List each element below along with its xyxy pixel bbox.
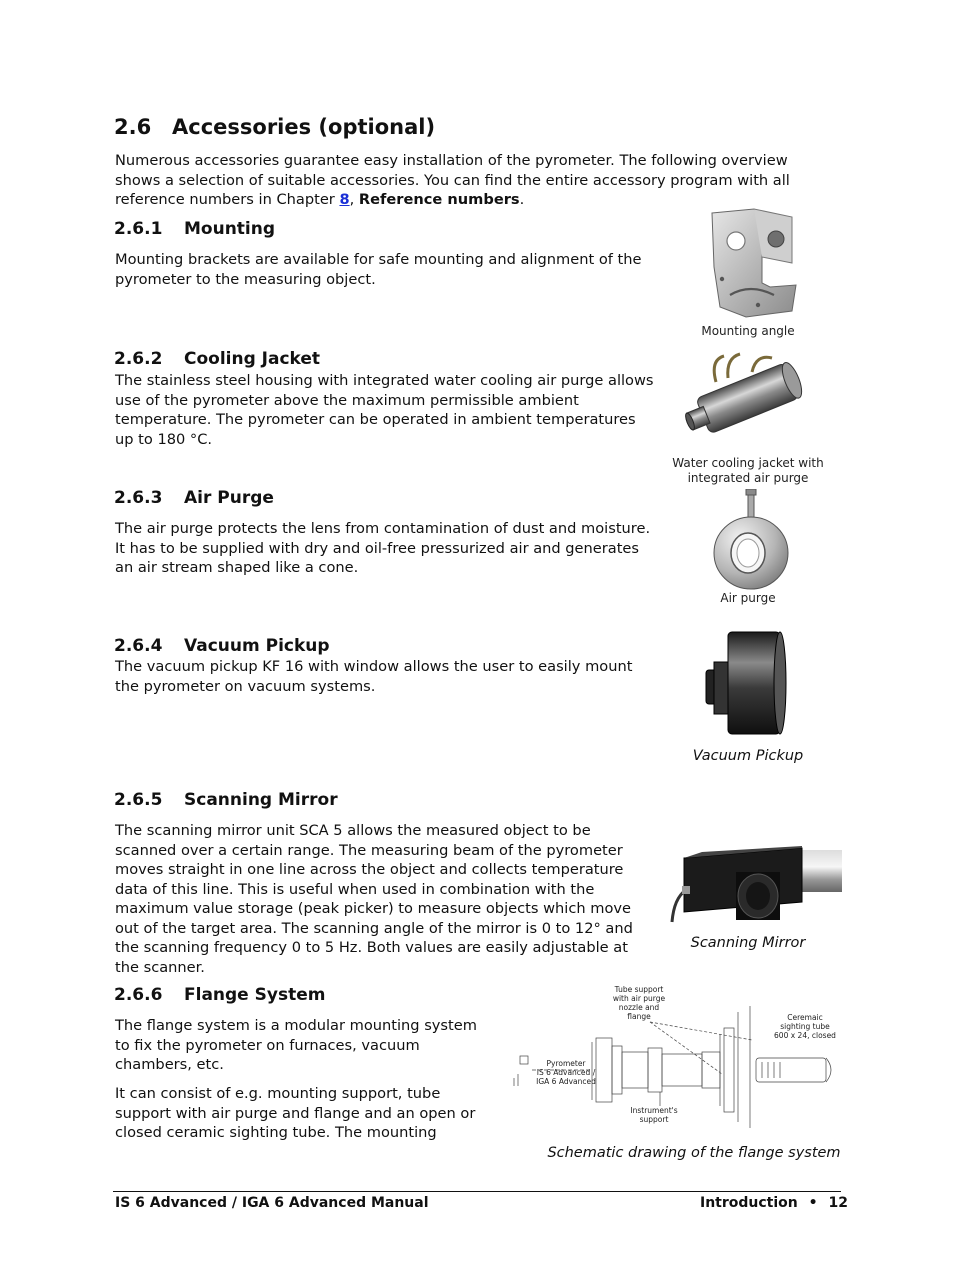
- mounting-heading: [114, 219, 275, 239]
- flange-heading: [114, 985, 325, 1005]
- label-ceramic-1: Ceremaic: [787, 1013, 823, 1022]
- chapter-link[interactable]: 8: [339, 191, 350, 208]
- flange-schematic-diagram: [512, 982, 844, 1128]
- flange-text-2: It can consist of e.g. mounting support, tube support with air purge and flange and an open or closed ceramic sighting tube. The mounting: [115, 1085, 476, 1141]
- footer-manual-title: IS 6 Advanced / IGA 6 Advanced Manual: [115, 1195, 429, 1211]
- scanning-caption: Scanning Mirror: [690, 935, 806, 951]
- intro-separator: ,: [349, 191, 359, 208]
- scanning-title: Scanning Mirror: [184, 790, 338, 810]
- label-pyrometer-1: Pyrometer: [546, 1059, 586, 1068]
- footer-page-number: 12: [828, 1195, 848, 1211]
- cooling-jacket-image: [682, 352, 810, 442]
- flange-text-1: The flange system is a modular mounting system to fix the pyrometer on furnaces, vacuum chambers, etc.: [115, 1017, 477, 1073]
- cooling-caption-line1: Water cooling jacket with: [672, 456, 824, 470]
- label-instrument-2: support: [639, 1115, 669, 1124]
- section-heading: [114, 115, 435, 139]
- air-purge-image: [712, 489, 792, 593]
- footer-bullet: •: [808, 1195, 818, 1211]
- flange-number: 2.6.6: [114, 985, 163, 1005]
- label-pyrometer-2: IS 6 Advanced /: [536, 1068, 596, 1077]
- cooling-title: Cooling Jacket: [184, 349, 321, 369]
- footer-page-info: [700, 1195, 848, 1211]
- label-ceramic-3: 600 x 24, closed: [774, 1031, 836, 1040]
- vacuum-text: The vacuum pickup KF 16 with window allows the user to easily mount the pyrometer on vacuum systems.: [115, 658, 633, 695]
- vacuum-heading: [114, 636, 330, 656]
- airpurge-caption: Air purge: [720, 591, 776, 605]
- scanning-number: 2.6.5: [114, 790, 163, 810]
- label-pyrometer-3: IGA 6 Advanced: [536, 1077, 596, 1086]
- cooling-text: The stainless steel housing with integrated water cooling air purge allows use of the pyrometer above the maximum permissible ambient temperature. The pyrometer can be operated in ambient temperatures up to 180 °C.: [115, 372, 654, 448]
- cooling-number: 2.6.2: [114, 349, 163, 369]
- vacuum-title: Vacuum Pickup: [184, 636, 330, 656]
- label-tube-support-2: with air purge: [612, 994, 666, 1003]
- section-number: 2.6: [114, 115, 152, 139]
- mounting-text: Mounting brackets are available for safe mounting and alignment of the pyrometer to the measuring object.: [115, 251, 642, 288]
- mounting-angle-image: [700, 207, 800, 319]
- airpurge-heading: [114, 488, 274, 508]
- label-tube-support-3: nozzle and: [618, 1003, 660, 1012]
- label-tube-support-4: flange: [627, 1012, 651, 1021]
- airpurge-text: The air purge protects the lens from contamination of dust and moisture. It has to be supplied with dry and oil-free pressurized air and generates an air stream shaped like a cone.: [115, 520, 651, 576]
- cooling-caption-line2: integrated air purge: [687, 471, 809, 485]
- intro-text: Numerous accessories guarantee easy installation of the pyrometer. The following overview shows a selection of suitable accessories. You can find the entire accessory program with all reference numbers in Chapter: [115, 152, 790, 208]
- label-tube-support-1: Tube support: [614, 985, 664, 994]
- footer-chapter: Introduction: [700, 1195, 798, 1211]
- scanning-mirror-image: [666, 842, 842, 930]
- mounting-title: Mounting: [184, 219, 276, 239]
- section-title: Accessories (optional): [172, 115, 436, 139]
- intro-end: .: [519, 191, 525, 208]
- section-intro: [115, 151, 815, 210]
- vacuum-number: 2.6.4: [114, 636, 163, 656]
- mounting-caption: Mounting angle: [701, 324, 795, 338]
- scanning-text: The scanning mirror unit SCA 5 allows the measured object to be scanned over a certain range. The measuring beam of the pyrometer moves straight in one line across the object and collects temperature data of this line. This is useful when used in combination with the maximum value storage (peak picker) to measure objects which move out of the target area. The scanning angle of the mirror is 0 to 12° and the scanning frequency 0 to 5 Hz. Both values are easily adjustable at the scanner.: [115, 822, 633, 976]
- flange-caption: Schematic drawing of the flange system: [547, 1145, 841, 1161]
- airpurge-number: 2.6.3: [114, 488, 163, 508]
- vacuum-pickup-image: [704, 628, 788, 738]
- cooling-heading: [114, 349, 320, 369]
- label-instrument-1: Instrument's: [630, 1106, 678, 1115]
- airpurge-title: Air Purge: [184, 488, 274, 508]
- flange-title: Flange System: [184, 985, 326, 1005]
- intro-reference-title: Reference numbers: [358, 191, 520, 208]
- scanning-heading: [114, 790, 338, 810]
- mounting-number: 2.6.1: [114, 219, 163, 239]
- label-ceramic-2: sighting tube: [780, 1022, 830, 1031]
- cooling-caption: [660, 456, 836, 486]
- footer-rule: [113, 1191, 841, 1192]
- vacuum-caption: Vacuum Pickup: [692, 748, 804, 764]
